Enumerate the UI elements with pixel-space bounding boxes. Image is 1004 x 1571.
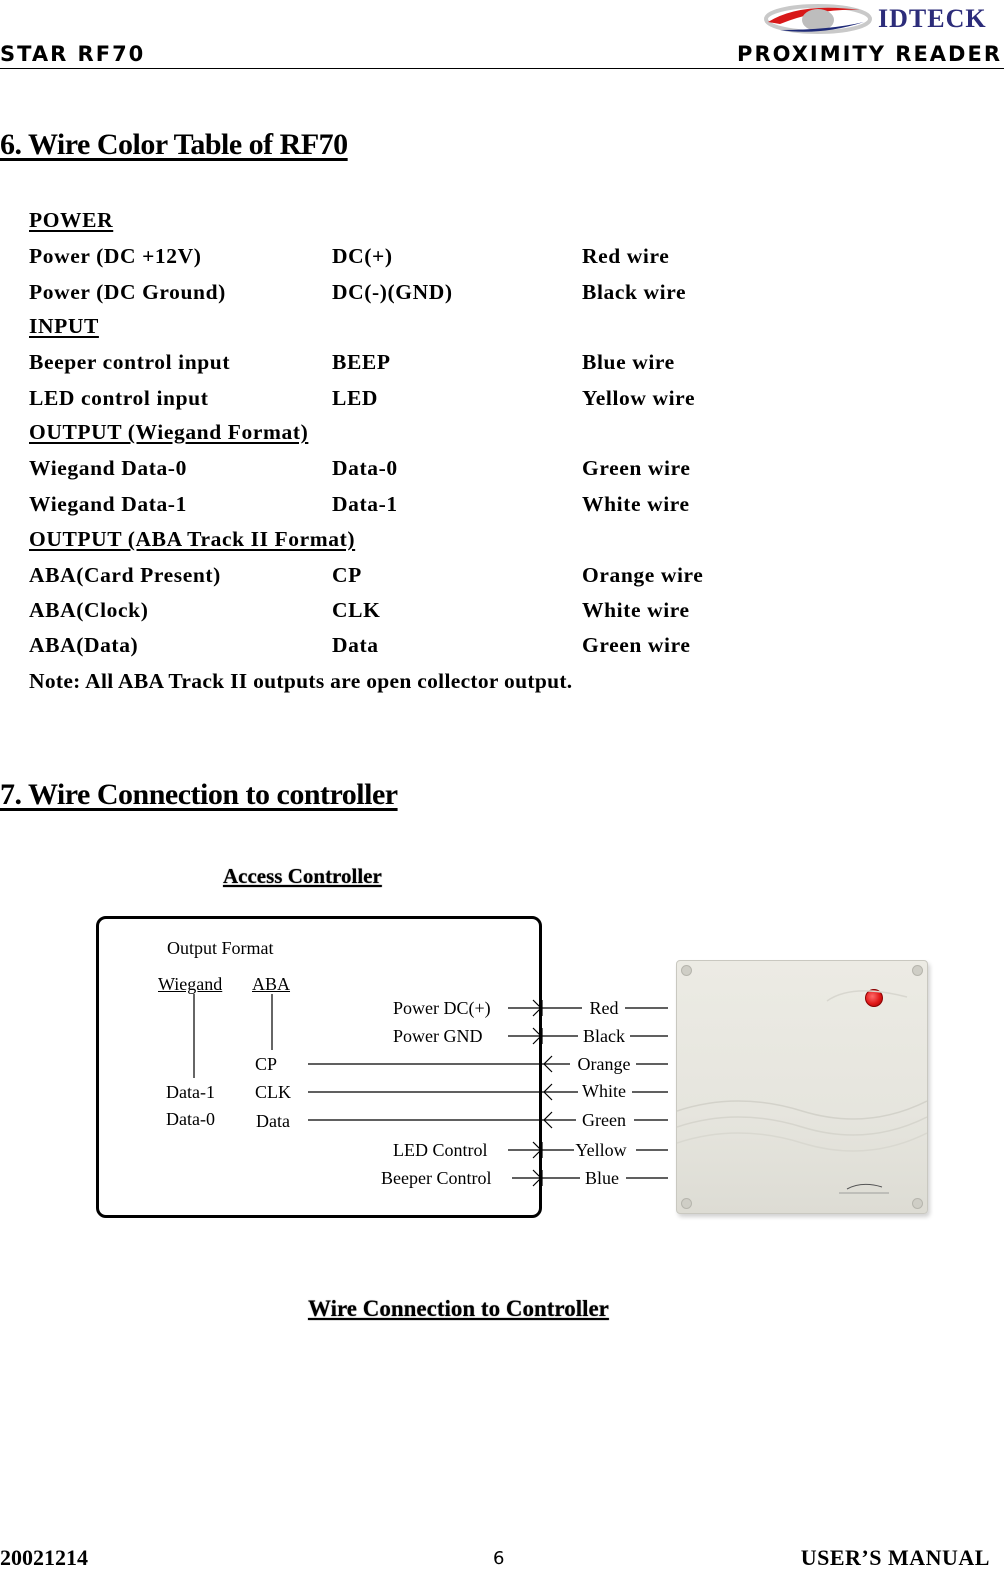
signal-cell: CP bbox=[332, 563, 362, 587]
function-cell: Power (DC Ground) bbox=[29, 280, 226, 304]
wire-color-cell: Blue wire bbox=[582, 350, 675, 374]
group-input-label: INPUT bbox=[29, 314, 99, 338]
rf70-reader-image bbox=[676, 960, 928, 1214]
wire-yellow-label: Yellow bbox=[575, 1140, 627, 1160]
function-cell: ABA(Clock) bbox=[29, 598, 149, 622]
signal-cell: DC(-)(GND) bbox=[332, 280, 453, 304]
header-rule bbox=[0, 68, 1004, 69]
idteck-logo bbox=[760, 0, 1000, 40]
signal-cell: Data bbox=[332, 633, 379, 657]
wire-color-cell: White wire bbox=[582, 492, 690, 516]
wire-color-cell: Green wire bbox=[582, 456, 691, 480]
wiegand-data0-label: Data-0 bbox=[166, 1109, 215, 1129]
wire-green-label: Green bbox=[582, 1110, 626, 1130]
function-cell: Wiegand Data-1 bbox=[29, 492, 187, 516]
power-dc-label: Power DC(+) bbox=[393, 998, 491, 1018]
aba-note: Note: All ABA Track II outputs are open collector output. bbox=[29, 669, 573, 693]
wire-red-label: Red bbox=[589, 998, 619, 1018]
function-cell: Wiegand Data-0 bbox=[29, 456, 187, 480]
section-7-title: 7. Wire Connection to controller bbox=[0, 778, 398, 811]
function-cell: Beeper control input bbox=[29, 350, 231, 374]
signal-cell: DC(+) bbox=[332, 244, 393, 268]
wire-color-cell: Yellow wire bbox=[582, 386, 696, 410]
aba-cp-label: CP bbox=[255, 1054, 278, 1074]
logo-text: IDTECK bbox=[878, 4, 987, 33]
function-cell: LED control input bbox=[29, 386, 209, 410]
wire-blue-label: Blue bbox=[585, 1168, 619, 1188]
wire-color-cell: Red wire bbox=[582, 244, 670, 268]
header-product: STAR RF70 bbox=[0, 42, 146, 66]
led-control-label: LED Control bbox=[393, 1140, 488, 1160]
wire-orange-label: Orange bbox=[577, 1054, 631, 1074]
page-number: 6 bbox=[493, 1548, 505, 1569]
signal-cell: CLK bbox=[332, 598, 381, 622]
footer-manual: USER’S MANUAL bbox=[800, 1545, 990, 1570]
signal-cell: Data-1 bbox=[332, 492, 398, 516]
wire-black-label: Black bbox=[583, 1026, 625, 1046]
signal-cell: Data-0 bbox=[332, 456, 398, 480]
footer-date: 20021214 bbox=[0, 1545, 88, 1570]
function-cell: ABA(Card Present) bbox=[29, 563, 221, 587]
wiegand-data1-label: Data-1 bbox=[166, 1082, 215, 1102]
function-cell: Power (DC +12V) bbox=[29, 244, 202, 268]
section-6-title: 6. Wire Color Table of RF70 bbox=[0, 128, 348, 161]
diagram-caption: Wire Connection to Controller bbox=[308, 1296, 609, 1321]
wire-color-cell: Green wire bbox=[582, 633, 691, 657]
group-wiegand-label: OUTPUT (Wiegand Format) bbox=[29, 420, 309, 444]
function-cell: ABA(Data) bbox=[29, 633, 139, 657]
aba-label: ABA bbox=[252, 974, 291, 994]
power-gnd-label: Power GND bbox=[393, 1026, 483, 1046]
output-format-label: Output Format bbox=[167, 938, 274, 958]
group-aba-label: OUTPUT (ABA Track II Format) bbox=[29, 527, 356, 551]
device-contour-icon bbox=[677, 961, 927, 1213]
aba-clk-label: CLK bbox=[255, 1082, 291, 1102]
wire-connection-diagram bbox=[0, 850, 1004, 1350]
wire-color-table bbox=[29, 208, 929, 708]
wire-color-cell: Orange wire bbox=[582, 563, 704, 587]
signal-cell: LED bbox=[332, 386, 379, 410]
wire-white-label: White bbox=[582, 1081, 626, 1101]
aba-data-label: Data bbox=[256, 1111, 290, 1131]
wire-color-cell: White wire bbox=[582, 598, 690, 622]
wiegand-label: Wiegand bbox=[158, 974, 223, 994]
logo-swoosh-icon bbox=[760, 0, 880, 40]
beeper-control-label: Beeper Control bbox=[381, 1168, 492, 1188]
access-controller-title: Access Controller bbox=[223, 864, 382, 888]
signal-cell: BEEP bbox=[332, 350, 391, 374]
header-category: PROXIMITY READER bbox=[737, 42, 1002, 66]
wire-color-cell: Black wire bbox=[582, 280, 687, 304]
group-power-label: POWER bbox=[29, 208, 114, 232]
